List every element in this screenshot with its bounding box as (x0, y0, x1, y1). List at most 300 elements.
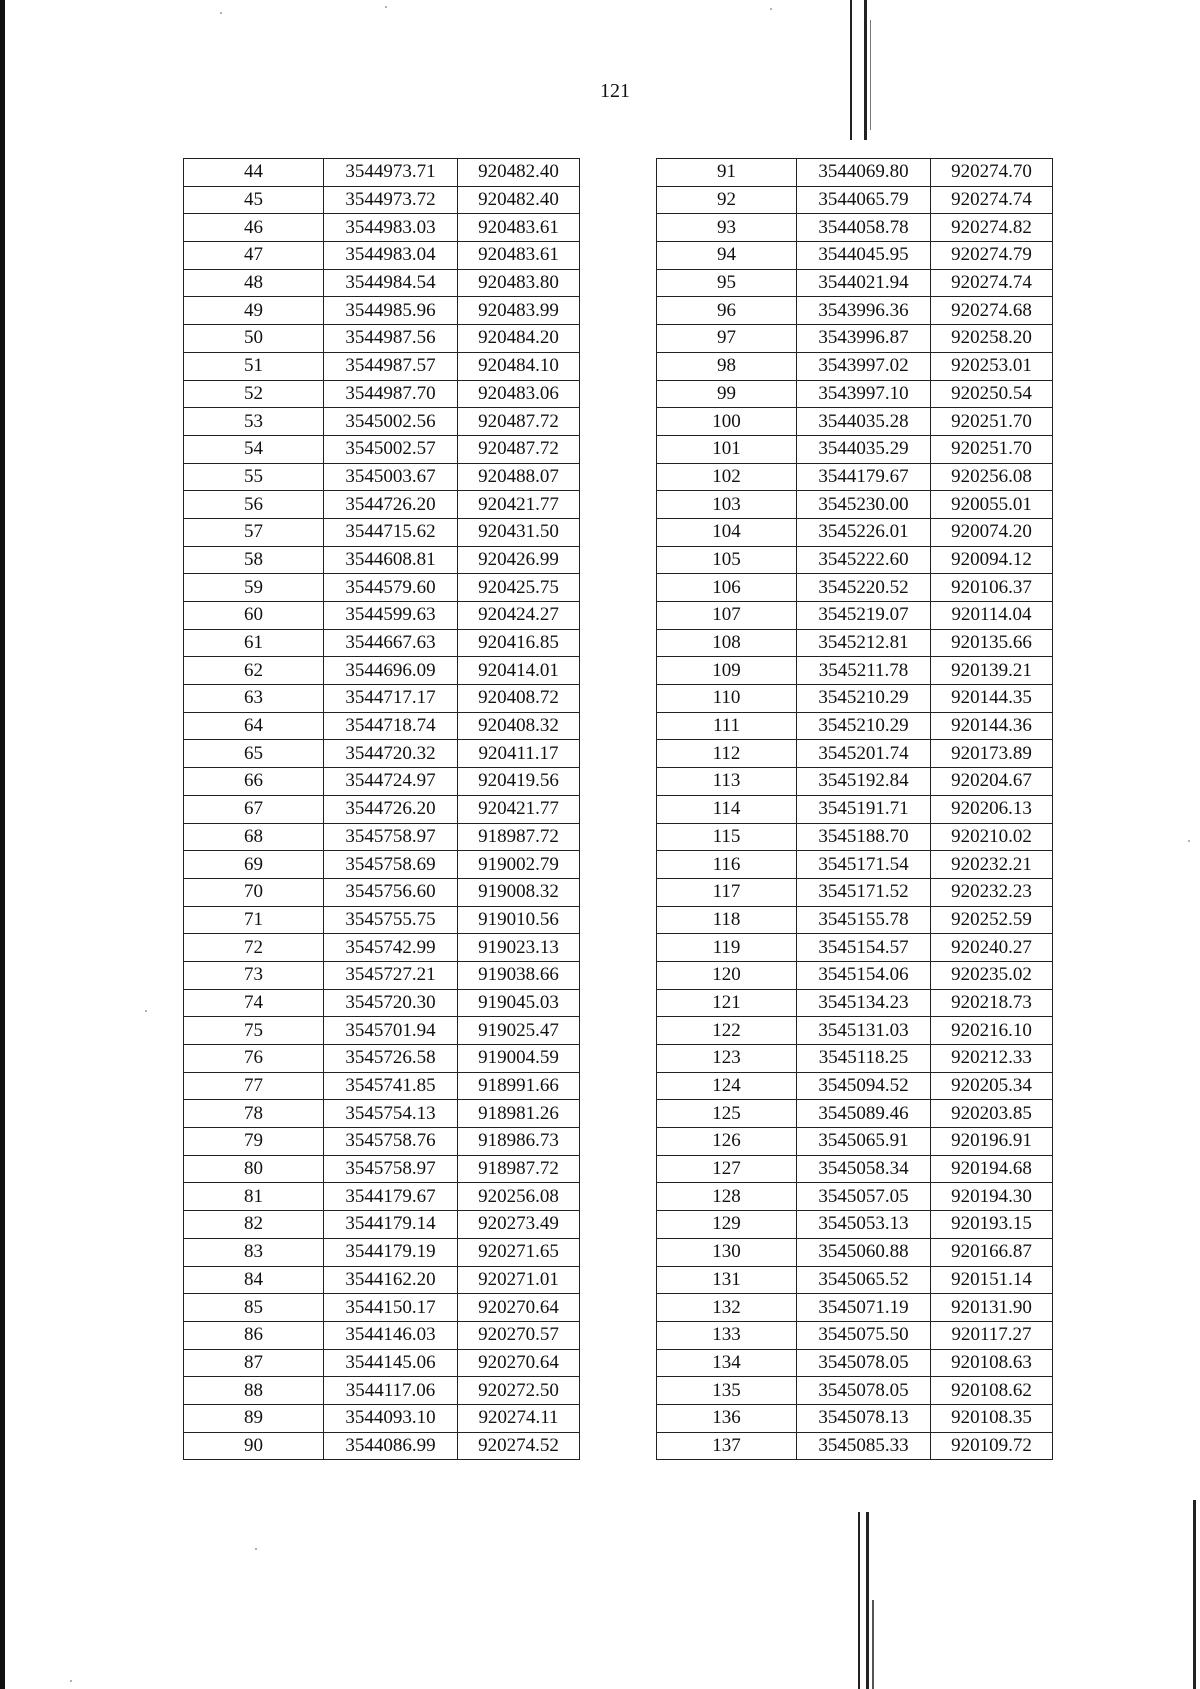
y-coordinate-cell: 920166.87 (931, 1238, 1053, 1266)
x-coordinate-cell: 3543997.10 (797, 380, 931, 408)
y-coordinate-cell: 920416.85 (458, 629, 580, 657)
point-number-cell: 92 (657, 186, 797, 214)
y-coordinate-cell: 920274.68 (931, 297, 1053, 325)
x-coordinate-cell: 3545057.05 (797, 1183, 931, 1211)
table-row (184, 1377, 580, 1405)
x-coordinate-cell: 3544987.70 (324, 380, 458, 408)
table-row (184, 159, 580, 187)
table-row (184, 602, 580, 630)
point-number-cell: 67 (184, 795, 324, 823)
x-coordinate-cell: 3543997.02 (797, 352, 931, 380)
table-row (657, 851, 1053, 879)
point-number-cell: 124 (657, 1072, 797, 1100)
table-row (657, 989, 1053, 1017)
x-coordinate-cell: 3544179.14 (324, 1211, 458, 1239)
y-coordinate-cell: 920273.49 (458, 1211, 580, 1239)
table-row (184, 352, 580, 380)
table-row (657, 1045, 1053, 1073)
x-coordinate-cell: 3545065.52 (797, 1266, 931, 1294)
table-row (184, 685, 580, 713)
x-coordinate-cell: 3545220.52 (797, 574, 931, 602)
x-coordinate-cell: 3545053.13 (797, 1211, 931, 1239)
point-number-cell: 107 (657, 602, 797, 630)
table-row (184, 546, 580, 574)
table-row (184, 851, 580, 879)
table-row (184, 574, 580, 602)
point-number-cell: 131 (657, 1266, 797, 1294)
x-coordinate-cell: 3544045.95 (797, 242, 931, 270)
point-number-cell: 98 (657, 352, 797, 380)
table-row (657, 463, 1053, 491)
x-coordinate-cell: 3544984.54 (324, 269, 458, 297)
point-number-cell: 128 (657, 1183, 797, 1211)
y-coordinate-cell: 920206.13 (931, 795, 1053, 823)
y-coordinate-cell: 920425.75 (458, 574, 580, 602)
point-number-cell: 119 (657, 934, 797, 962)
x-coordinate-cell: 3545226.01 (797, 518, 931, 546)
x-coordinate-cell: 3544973.71 (324, 159, 458, 187)
point-number-cell: 96 (657, 297, 797, 325)
x-coordinate-cell: 3545222.60 (797, 546, 931, 574)
x-coordinate-cell: 3545002.57 (324, 435, 458, 463)
y-coordinate-cell: 920074.20 (931, 518, 1053, 546)
point-number-cell: 97 (657, 325, 797, 353)
point-number-cell: 100 (657, 408, 797, 436)
table-row (657, 768, 1053, 796)
point-number-cell: 70 (184, 878, 324, 906)
y-coordinate-cell: 920274.11 (458, 1404, 580, 1432)
x-coordinate-cell: 3544162.20 (324, 1266, 458, 1294)
table-row (184, 297, 580, 325)
y-coordinate-cell: 920252.59 (931, 906, 1053, 934)
x-coordinate-cell: 3544987.56 (324, 325, 458, 353)
point-number-cell: 45 (184, 186, 324, 214)
point-number-cell: 49 (184, 297, 324, 325)
table-row (657, 546, 1053, 574)
y-coordinate-cell: 920194.30 (931, 1183, 1053, 1211)
x-coordinate-cell: 3545756.60 (324, 878, 458, 906)
table-row (184, 1321, 580, 1349)
point-number-cell: 127 (657, 1155, 797, 1183)
point-number-cell: 71 (184, 906, 324, 934)
y-coordinate-cell: 920108.63 (931, 1349, 1053, 1377)
y-coordinate-cell: 920421.77 (458, 491, 580, 519)
x-coordinate-cell: 3544179.19 (324, 1238, 458, 1266)
binding-line (872, 1600, 874, 1689)
y-coordinate-cell: 920258.20 (931, 325, 1053, 353)
point-number-cell: 53 (184, 408, 324, 436)
y-coordinate-cell: 918981.26 (458, 1100, 580, 1128)
x-coordinate-cell: 3545058.34 (797, 1155, 931, 1183)
y-coordinate-cell: 920414.01 (458, 657, 580, 685)
x-coordinate-cell: 3545118.25 (797, 1045, 931, 1073)
y-coordinate-cell: 920204.67 (931, 768, 1053, 796)
x-coordinate-cell: 3544720.32 (324, 740, 458, 768)
x-coordinate-cell: 3544608.81 (324, 546, 458, 574)
table-row (184, 1294, 580, 1322)
x-coordinate-cell: 3545078.05 (797, 1349, 931, 1377)
x-coordinate-cell: 3545131.03 (797, 1017, 931, 1045)
table-row (657, 823, 1053, 851)
y-coordinate-cell: 920426.99 (458, 546, 580, 574)
x-coordinate-cell: 3544579.60 (324, 574, 458, 602)
point-number-cell: 106 (657, 574, 797, 602)
point-number-cell: 83 (184, 1238, 324, 1266)
table-row (657, 491, 1053, 519)
point-number-cell: 103 (657, 491, 797, 519)
page-number: 121 (600, 80, 630, 102)
x-coordinate-cell: 3544599.63 (324, 602, 458, 630)
y-coordinate-cell: 920135.66 (931, 629, 1053, 657)
table-row (184, 1155, 580, 1183)
y-coordinate-cell: 920235.02 (931, 961, 1053, 989)
point-number-cell: 69 (184, 851, 324, 879)
x-coordinate-cell: 3544987.57 (324, 352, 458, 380)
point-number-cell: 118 (657, 906, 797, 934)
x-coordinate-cell: 3544717.17 (324, 685, 458, 713)
table-row (657, 214, 1053, 242)
point-number-cell: 81 (184, 1183, 324, 1211)
point-number-cell: 90 (184, 1432, 324, 1460)
point-number-cell: 62 (184, 657, 324, 685)
y-coordinate-cell: 920203.85 (931, 1100, 1053, 1128)
table-row (657, 961, 1053, 989)
x-coordinate-cell: 3544065.79 (797, 186, 931, 214)
x-coordinate-cell: 3545754.13 (324, 1100, 458, 1128)
y-coordinate-cell: 920274.74 (931, 186, 1053, 214)
x-coordinate-cell: 3544718.74 (324, 712, 458, 740)
y-coordinate-cell: 920484.10 (458, 352, 580, 380)
point-number-cell: 115 (657, 823, 797, 851)
point-number-cell: 65 (184, 740, 324, 768)
scan-left-edge (0, 0, 5, 1689)
point-number-cell: 56 (184, 491, 324, 519)
x-coordinate-cell: 3545134.23 (797, 989, 931, 1017)
y-coordinate-cell: 920274.79 (931, 242, 1053, 270)
y-coordinate-cell: 920270.64 (458, 1294, 580, 1322)
x-coordinate-cell: 3545065.91 (797, 1128, 931, 1156)
y-coordinate-cell: 920144.35 (931, 685, 1053, 713)
x-coordinate-cell: 3545078.13 (797, 1404, 931, 1432)
y-coordinate-cell: 920114.04 (931, 602, 1053, 630)
table-row (657, 795, 1053, 823)
y-coordinate-cell: 920411.17 (458, 740, 580, 768)
y-coordinate-cell: 920205.34 (931, 1072, 1053, 1100)
y-coordinate-cell: 919004.59 (458, 1045, 580, 1073)
y-coordinate-cell: 920256.08 (931, 463, 1053, 491)
x-coordinate-cell: 3544117.06 (324, 1377, 458, 1405)
table-row (657, 408, 1053, 436)
scan-speck (145, 1010, 147, 1012)
point-number-cell: 111 (657, 712, 797, 740)
x-coordinate-cell: 3545230.00 (797, 491, 931, 519)
table-row (184, 1128, 580, 1156)
x-coordinate-cell: 3545154.06 (797, 961, 931, 989)
point-number-cell: 82 (184, 1211, 324, 1239)
table-row (184, 1211, 580, 1239)
point-number-cell: 133 (657, 1321, 797, 1349)
x-coordinate-cell: 3545085.33 (797, 1432, 931, 1460)
x-coordinate-cell: 3543996.87 (797, 325, 931, 353)
point-number-cell: 72 (184, 934, 324, 962)
point-number-cell: 68 (184, 823, 324, 851)
table-row (657, 1377, 1053, 1405)
x-coordinate-cell: 3544021.94 (797, 269, 931, 297)
table-row (657, 1100, 1053, 1128)
table-row (657, 1238, 1053, 1266)
point-number-cell: 110 (657, 685, 797, 713)
y-coordinate-cell: 920216.10 (931, 1017, 1053, 1045)
table-row (184, 242, 580, 270)
table-row (184, 906, 580, 934)
table-row (184, 1432, 580, 1460)
table-body (184, 159, 580, 1460)
y-coordinate-cell: 918987.72 (458, 1155, 580, 1183)
point-number-cell: 46 (184, 214, 324, 242)
y-coordinate-cell: 920106.37 (931, 574, 1053, 602)
y-coordinate-cell: 920484.20 (458, 325, 580, 353)
x-coordinate-cell: 3545758.97 (324, 823, 458, 851)
y-coordinate-cell: 920131.90 (931, 1294, 1053, 1322)
x-coordinate-cell: 3545188.70 (797, 823, 931, 851)
y-coordinate-cell: 920270.57 (458, 1321, 580, 1349)
point-number-cell: 112 (657, 740, 797, 768)
table-row (657, 906, 1053, 934)
y-coordinate-cell: 920271.01 (458, 1266, 580, 1294)
point-number-cell: 99 (657, 380, 797, 408)
point-number-cell: 84 (184, 1266, 324, 1294)
table-row (184, 325, 580, 353)
point-number-cell: 89 (184, 1404, 324, 1432)
point-number-cell: 59 (184, 574, 324, 602)
x-coordinate-cell: 3545002.56 (324, 408, 458, 436)
table-row (657, 325, 1053, 353)
table-row (657, 435, 1053, 463)
y-coordinate-cell: 920408.72 (458, 685, 580, 713)
y-coordinate-cell: 920431.50 (458, 518, 580, 546)
point-number-cell: 48 (184, 269, 324, 297)
table-row (184, 768, 580, 796)
y-coordinate-cell: 919002.79 (458, 851, 580, 879)
y-coordinate-cell: 920232.23 (931, 878, 1053, 906)
x-coordinate-cell: 3545003.67 (324, 463, 458, 491)
x-coordinate-cell: 3545201.74 (797, 740, 931, 768)
x-coordinate-cell: 3544035.29 (797, 435, 931, 463)
scan-speck (1188, 840, 1190, 842)
binding-line (866, 1512, 869, 1689)
x-coordinate-cell: 3544179.67 (324, 1183, 458, 1211)
x-coordinate-cell: 3544667.63 (324, 629, 458, 657)
x-coordinate-cell: 3545701.94 (324, 1017, 458, 1045)
table-row (657, 657, 1053, 685)
point-number-cell: 80 (184, 1155, 324, 1183)
x-coordinate-cell: 3544035.28 (797, 408, 931, 436)
y-coordinate-cell: 920117.27 (931, 1321, 1053, 1349)
point-number-cell: 75 (184, 1017, 324, 1045)
binding-line (858, 1512, 860, 1689)
x-coordinate-cell: 3545212.81 (797, 629, 931, 657)
table-row (184, 408, 580, 436)
table-row (184, 1072, 580, 1100)
x-coordinate-cell: 3545078.05 (797, 1377, 931, 1405)
point-number-cell: 54 (184, 435, 324, 463)
table-row (184, 795, 580, 823)
x-coordinate-cell: 3544069.80 (797, 159, 931, 187)
binding-line (1193, 1500, 1196, 1689)
y-coordinate-cell: 920483.61 (458, 242, 580, 270)
y-coordinate-cell: 919023.13 (458, 934, 580, 962)
x-coordinate-cell: 3545210.29 (797, 712, 931, 740)
x-coordinate-cell: 3544093.10 (324, 1404, 458, 1432)
point-number-cell: 58 (184, 546, 324, 574)
point-number-cell: 137 (657, 1432, 797, 1460)
table-row (184, 518, 580, 546)
x-coordinate-cell: 3545758.69 (324, 851, 458, 879)
coordinates-table-right (656, 158, 1053, 1460)
table-row (657, 1349, 1053, 1377)
x-coordinate-cell: 3545741.85 (324, 1072, 458, 1100)
y-coordinate-cell: 918986.73 (458, 1128, 580, 1156)
table-row (657, 269, 1053, 297)
x-coordinate-cell: 3545727.21 (324, 961, 458, 989)
table-row (657, 712, 1053, 740)
table-row (184, 1100, 580, 1128)
point-number-cell: 125 (657, 1100, 797, 1128)
table-row (184, 269, 580, 297)
point-number-cell: 61 (184, 629, 324, 657)
y-coordinate-cell: 920151.14 (931, 1266, 1053, 1294)
point-number-cell: 73 (184, 961, 324, 989)
y-coordinate-cell: 920271.65 (458, 1238, 580, 1266)
x-coordinate-cell: 3545171.52 (797, 878, 931, 906)
x-coordinate-cell: 3544179.67 (797, 463, 931, 491)
table-row (657, 629, 1053, 657)
point-number-cell: 101 (657, 435, 797, 463)
y-coordinate-cell: 920055.01 (931, 491, 1053, 519)
table-body (657, 159, 1053, 1460)
table-row (184, 1017, 580, 1045)
y-coordinate-cell: 920139.21 (931, 657, 1053, 685)
point-number-cell: 136 (657, 1404, 797, 1432)
point-number-cell: 129 (657, 1211, 797, 1239)
y-coordinate-cell: 920232.21 (931, 851, 1053, 879)
point-number-cell: 114 (657, 795, 797, 823)
table-row (657, 518, 1053, 546)
x-coordinate-cell: 3544058.78 (797, 214, 931, 242)
table-row (657, 740, 1053, 768)
y-coordinate-cell: 920270.64 (458, 1349, 580, 1377)
table-row (184, 1183, 580, 1211)
table-row (184, 657, 580, 685)
table-row (657, 1321, 1053, 1349)
x-coordinate-cell: 3545742.99 (324, 934, 458, 962)
table-row (184, 214, 580, 242)
table-row (184, 878, 580, 906)
y-coordinate-cell: 920421.77 (458, 795, 580, 823)
scan-speck (70, 1680, 72, 1682)
x-coordinate-cell: 3545060.88 (797, 1238, 931, 1266)
x-coordinate-cell: 3544696.09 (324, 657, 458, 685)
point-number-cell: 121 (657, 989, 797, 1017)
y-coordinate-cell: 920274.52 (458, 1432, 580, 1460)
x-coordinate-cell: 3545192.84 (797, 768, 931, 796)
table-row (184, 463, 580, 491)
point-number-cell: 113 (657, 768, 797, 796)
x-coordinate-cell: 3545726.58 (324, 1045, 458, 1073)
y-coordinate-cell: 920274.74 (931, 269, 1053, 297)
point-number-cell: 102 (657, 463, 797, 491)
y-coordinate-cell: 920218.73 (931, 989, 1053, 1017)
x-coordinate-cell: 3545210.29 (797, 685, 931, 713)
x-coordinate-cell: 3545211.78 (797, 657, 931, 685)
point-number-cell: 47 (184, 242, 324, 270)
point-number-cell: 117 (657, 878, 797, 906)
binding-line (870, 20, 871, 130)
y-coordinate-cell: 920210.02 (931, 823, 1053, 851)
point-number-cell: 63 (184, 685, 324, 713)
x-coordinate-cell: 3544146.03 (324, 1321, 458, 1349)
point-number-cell: 108 (657, 629, 797, 657)
x-coordinate-cell: 3544724.97 (324, 768, 458, 796)
point-number-cell: 76 (184, 1045, 324, 1073)
y-coordinate-cell: 920251.70 (931, 435, 1053, 463)
table-row (657, 1432, 1053, 1460)
y-coordinate-cell: 920483.61 (458, 214, 580, 242)
y-coordinate-cell: 920251.70 (931, 408, 1053, 436)
point-number-cell: 95 (657, 269, 797, 297)
x-coordinate-cell: 3544983.03 (324, 214, 458, 242)
y-coordinate-cell: 920109.72 (931, 1432, 1053, 1460)
y-coordinate-cell: 919010.56 (458, 906, 580, 934)
point-number-cell: 64 (184, 712, 324, 740)
point-number-cell: 44 (184, 159, 324, 187)
y-coordinate-cell: 920483.80 (458, 269, 580, 297)
y-coordinate-cell: 919008.32 (458, 878, 580, 906)
y-coordinate-cell: 920212.33 (931, 1045, 1053, 1073)
x-coordinate-cell: 3545171.54 (797, 851, 931, 879)
table-row (184, 186, 580, 214)
x-coordinate-cell: 3544145.06 (324, 1349, 458, 1377)
point-number-cell: 50 (184, 325, 324, 353)
scan-speck (770, 8, 772, 10)
point-number-cell: 104 (657, 518, 797, 546)
y-coordinate-cell: 920487.72 (458, 408, 580, 436)
x-coordinate-cell: 3545089.46 (797, 1100, 931, 1128)
point-number-cell: 60 (184, 602, 324, 630)
x-coordinate-cell: 3545155.78 (797, 906, 931, 934)
x-coordinate-cell: 3544726.20 (324, 795, 458, 823)
y-coordinate-cell: 919025.47 (458, 1017, 580, 1045)
x-coordinate-cell: 3545758.76 (324, 1128, 458, 1156)
coordinates-table-left (183, 158, 580, 1460)
x-coordinate-cell: 3544973.72 (324, 186, 458, 214)
table-row (657, 602, 1053, 630)
table-row (657, 159, 1053, 187)
table-row (657, 380, 1053, 408)
point-number-cell: 122 (657, 1017, 797, 1045)
table-row (184, 823, 580, 851)
x-coordinate-cell: 3545219.07 (797, 602, 931, 630)
point-number-cell: 79 (184, 1128, 324, 1156)
point-number-cell: 55 (184, 463, 324, 491)
table-row (657, 297, 1053, 325)
y-coordinate-cell: 920483.99 (458, 297, 580, 325)
point-number-cell: 135 (657, 1377, 797, 1405)
table-row (657, 878, 1053, 906)
point-number-cell: 52 (184, 380, 324, 408)
point-number-cell: 120 (657, 961, 797, 989)
table-row (657, 685, 1053, 713)
